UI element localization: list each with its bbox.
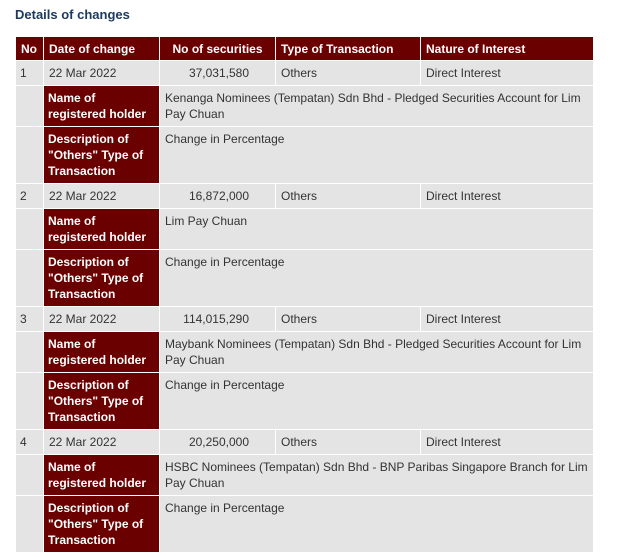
type-of-transaction-cell: Others [276, 61, 421, 86]
date-of-change-cell: 22 Mar 2022 [44, 307, 160, 332]
section-title: Details of changes [15, 7, 130, 22]
others-description-value: Change in Percentage [160, 127, 594, 184]
row-number-spacer [16, 496, 44, 553]
date-of-change-cell: 22 Mar 2022 [44, 430, 160, 455]
others-description-label: Description of "Others" Type of Transaction [44, 250, 160, 307]
registered-holder-value: Lim Pay Chuan [160, 209, 594, 250]
date-of-change-cell: 22 Mar 2022 [44, 184, 160, 209]
others-description-label: Description of "Others" Type of Transaction [44, 127, 160, 184]
header-no: No [16, 37, 44, 61]
header-date-of-change: Date of change [44, 37, 160, 61]
type-of-transaction-cell: Others [276, 184, 421, 209]
nature-of-interest-cell: Direct Interest [421, 184, 594, 209]
table-detail-row [16, 209, 594, 250]
table-row [16, 61, 594, 86]
registered-holder-value: Kenanga Nominees (Tempatan) Sdn Bhd - Pledged Securities Account for Lim Pay Chuan [160, 86, 594, 127]
table-row [16, 184, 594, 209]
others-description-value: Change in Percentage [160, 496, 594, 553]
others-description-value: Change in Percentage [160, 373, 594, 430]
registered-holder-label: Name of registered holder [44, 332, 160, 373]
table-detail-row [16, 373, 594, 430]
row-number-spacer [16, 332, 44, 373]
type-of-transaction-cell: Others [276, 307, 421, 332]
registered-holder-value: Maybank Nominees (Tempatan) Sdn Bhd - Pledged Securities Account for Lim Pay Chuan [160, 332, 594, 373]
table-detail-row [16, 455, 594, 496]
row-number-spacer [16, 455, 44, 496]
changes-table [15, 36, 594, 553]
row-number: 1 [16, 61, 44, 86]
header-type-of-transaction: Type of Transaction [276, 37, 421, 61]
registered-holder-value: HSBC Nominees (Tempatan) Sdn Bhd - BNP Paribas Singapore Branch for Lim Pay Chuan [160, 455, 594, 496]
no-of-securities-cell: 114,015,290 [160, 307, 276, 332]
others-description-value: Change in Percentage [160, 250, 594, 307]
row-number: 4 [16, 430, 44, 455]
row-number: 3 [16, 307, 44, 332]
row-number-spacer [16, 86, 44, 127]
table-detail-row [16, 127, 594, 184]
row-number-spacer [16, 209, 44, 250]
registered-holder-label: Name of registered holder [44, 86, 160, 127]
registered-holder-label: Name of registered holder [44, 455, 160, 496]
row-number-spacer [16, 127, 44, 184]
table-detail-row [16, 496, 594, 553]
date-of-change-cell: 22 Mar 2022 [44, 61, 160, 86]
table-header-row [16, 37, 594, 61]
table-body [16, 61, 594, 553]
no-of-securities-cell: 16,872,000 [160, 184, 276, 209]
row-number-spacer [16, 373, 44, 430]
nature-of-interest-cell: Direct Interest [421, 307, 594, 332]
no-of-securities-cell: 37,031,580 [160, 61, 276, 86]
others-description-label: Description of "Others" Type of Transaction [44, 496, 160, 553]
header-nature-of-interest: Nature of Interest [421, 37, 594, 61]
row-number-spacer [16, 250, 44, 307]
table-row [16, 307, 594, 332]
nature-of-interest-cell: Direct Interest [421, 430, 594, 455]
table-row [16, 430, 594, 455]
nature-of-interest-cell: Direct Interest [421, 61, 594, 86]
no-of-securities-cell: 20,250,000 [160, 430, 276, 455]
row-number: 2 [16, 184, 44, 209]
table-detail-row [16, 86, 594, 127]
table-detail-row [16, 332, 594, 373]
others-description-label: Description of "Others" Type of Transaction [44, 373, 160, 430]
header-no-of-securities: No of securities [160, 37, 276, 61]
table-detail-row [16, 250, 594, 307]
type-of-transaction-cell: Others [276, 430, 421, 455]
registered-holder-label: Name of registered holder [44, 209, 160, 250]
